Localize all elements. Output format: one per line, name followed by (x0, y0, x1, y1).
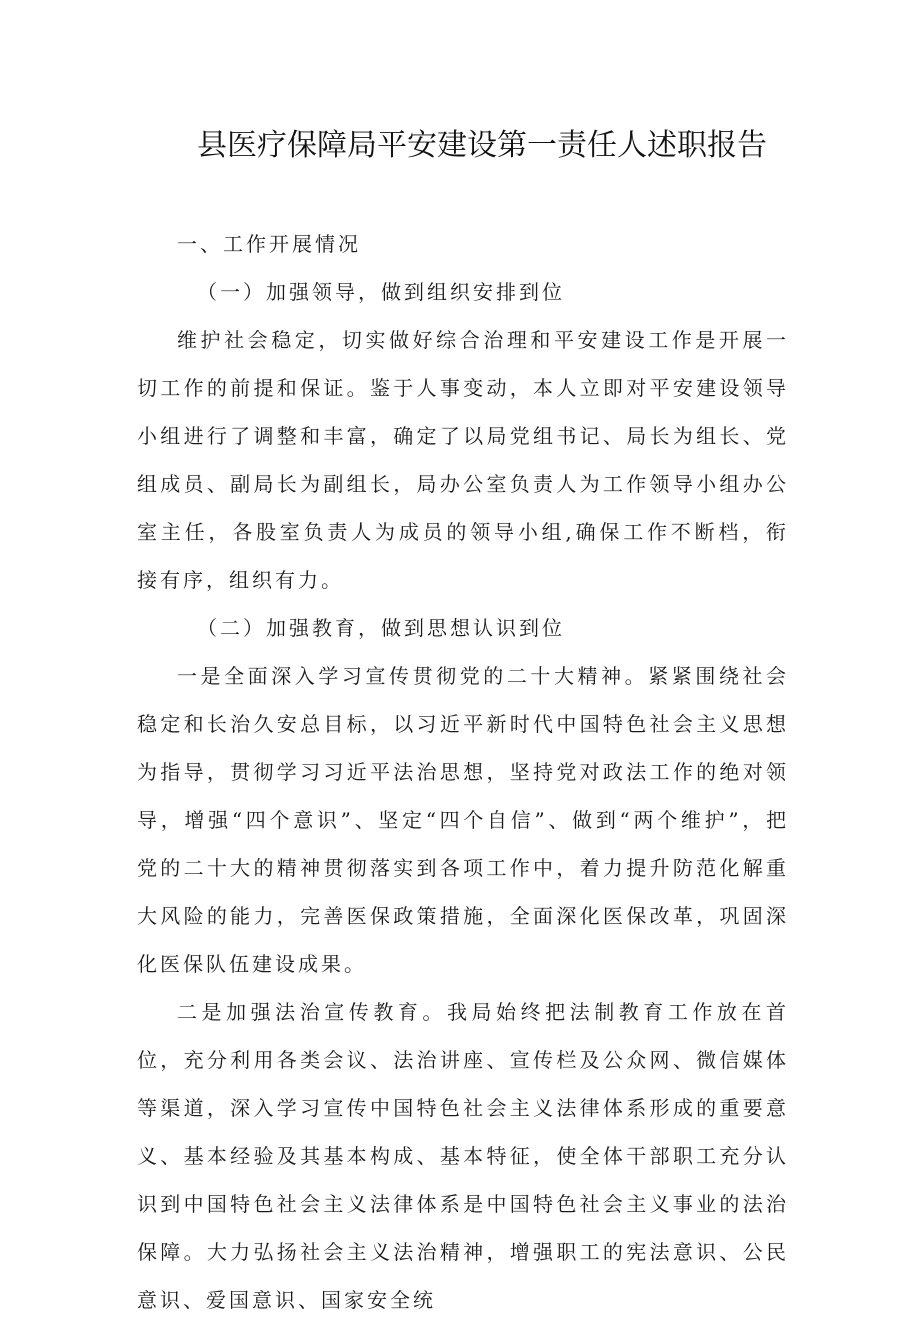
document-body (137, 220, 789, 1324)
body-paragraph: 维护社会稳定，切实做好综合治理和平安建设工作是开展一切工作的前提和保证。鉴于人事变动，本人立即对平安建设领导小组进行了调整和丰富，确定了以局党组书记、局长为组长、党组成员、副局长为副组长，局办公室负责人为工作领导小组办公室主任，各股室负责人为成员的领导小组,确保工作不断档，衔接有序，组织有力。 (137, 328, 789, 592)
document-title: 县医疗保障局平安建设第一责任人述职报告 (197, 128, 767, 163)
body-paragraph: 二是加强法治宣传教育。我局始终把法制教育工作放在首位，充分利用各类会议、法治讲座、宣传栏及公众网、微信媒体等渠道，深入学习宣传中国特色社会主义法律体系形成的重要意义、基本经验及其基本构成、基本特征，使全体干部职工充分认识到中国特色社会主义法律体系是中国特色社会主义事业的法治保障。大力弘扬社会主义法治精神，增强职工的宪法意识、公民意识、爱国意识、国家安全统 (137, 1000, 789, 1312)
subsection-heading: （二）加强教育，做到思想认识到位 (197, 616, 565, 640)
subsection-heading: （一）加强领导，做到组织安排到位 (197, 280, 565, 304)
section-heading: 一、工作开展情况 (177, 232, 361, 256)
body-paragraph: 一是全面深入学习宣传贯彻党的二十大精神。紧紧围绕社会稳定和长治久安总目标，以习近平新时代中国特色社会主义思想为指导，贯彻学习习近平法治思想，坚持党对政法工作的绝对领导，增强“四个意识”、坚定“四个自信”、做到“两个维护”，把党的二十大的精神贯彻落实到各项工作中，着力提升防范化解重大风险的能力，完善医保政策措施，全面深化医保改革，巩固深化医保队伍建设成果。 (137, 664, 789, 976)
